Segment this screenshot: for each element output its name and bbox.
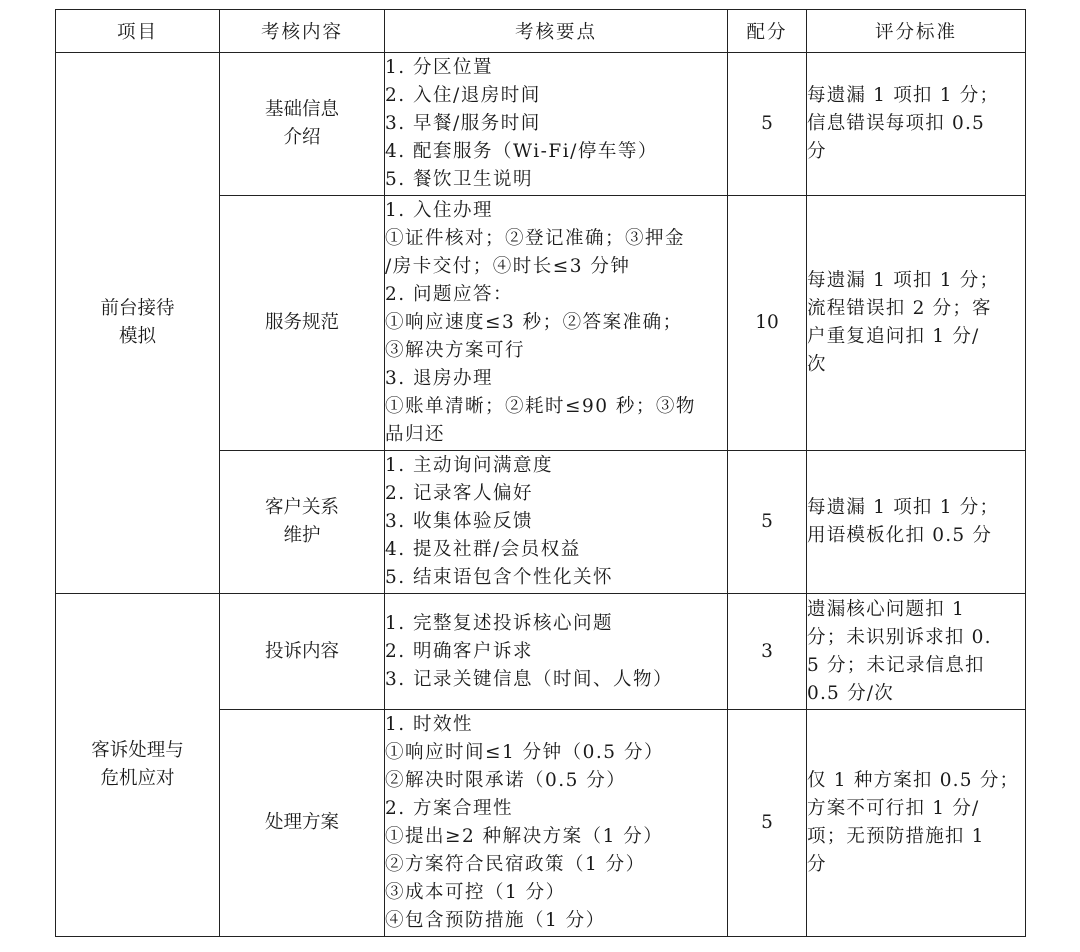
point-line: ③成本可控（1 分）	[385, 882, 566, 903]
criteria-line: 5 分；未记录信息扣	[807, 654, 985, 676]
point-line: 2. 方案合理性	[385, 798, 514, 819]
content-cell	[220, 710, 385, 937]
content-line: 客户关系	[264, 497, 339, 518]
points-cell	[385, 594, 728, 710]
item-cell-front-desk	[56, 53, 220, 594]
content-line: 投诉内容	[264, 640, 339, 662]
item-cell-complaint	[56, 594, 220, 937]
table-row	[56, 594, 1026, 710]
point-line: 2. 记录客人偏好	[385, 483, 534, 504]
point-line: ①证件核对；②登记准确；③押金	[385, 228, 686, 249]
content-line: 处理方案	[264, 812, 339, 833]
point-line: 4. 提及社群/会员权益	[385, 539, 581, 560]
point-line: 1. 完整复述投诉核心问题	[385, 612, 614, 634]
criteria-line: 方案不可行扣 1 分/	[807, 798, 980, 819]
point-line: ①账单清晰；②耗时≤90 秒；③物	[385, 396, 696, 417]
criteria-cell	[807, 53, 1026, 196]
points-cell	[385, 451, 728, 594]
content-cell	[220, 594, 385, 710]
content-line: 介绍	[283, 127, 321, 148]
criteria-cell	[807, 451, 1026, 594]
item-label-line: 危机应对	[100, 768, 175, 789]
criteria-line: 0.5 分/次	[807, 682, 894, 704]
header-criteria: 评分标准	[807, 10, 1026, 53]
criteria-line: 分	[807, 854, 827, 875]
point-line: /房卡交付；④时长≤3 分钟	[385, 256, 631, 277]
table-row	[56, 53, 1026, 196]
item-label-line: 前台接待	[100, 298, 175, 319]
header-content: 考核内容	[220, 10, 385, 53]
header-score: 配分	[728, 10, 807, 53]
criteria-cell	[807, 710, 1026, 937]
criteria-line: 用语模板化扣 0.5 分	[807, 525, 993, 546]
point-line: ④包含预防措施（1 分）	[385, 910, 606, 931]
criteria-line: 户重复追问扣 1 分/	[807, 326, 980, 347]
criteria-line: 次	[807, 354, 827, 375]
points-cell	[385, 710, 728, 937]
score-cell: 5	[728, 53, 807, 196]
header-key-points: 考核要点	[385, 10, 728, 53]
criteria-line: 流程错误扣 2 分；客	[807, 298, 992, 319]
point-line: 1. 入住办理	[385, 200, 494, 221]
criteria-line: 每遗漏 1 项扣 1 分；	[807, 497, 1000, 518]
point-line: ①响应时间≤1 分钟（0.5 分）	[385, 742, 664, 763]
points-cell	[385, 196, 728, 451]
point-line: 3. 收集体验反馈	[385, 511, 534, 532]
point-line: 5. 结束语包含个性化关怀	[385, 567, 614, 588]
criteria-cell	[807, 594, 1026, 710]
item-label-line: 模拟	[118, 326, 156, 347]
points-cell	[385, 53, 728, 196]
criteria-line: 分；未识别诉求扣 0.	[807, 626, 992, 648]
content-cell	[220, 451, 385, 594]
point-line: 1. 分区位置	[385, 57, 494, 78]
content-line: 基础信息	[264, 99, 339, 120]
point-line: ②解决时限承诺（0.5 分）	[385, 770, 627, 791]
point-line: 2. 问题应答：	[385, 284, 514, 305]
point-line: 2. 入住/退房时间	[385, 85, 541, 106]
point-line: ①响应速度≤3 秒；②答案准确；	[385, 312, 683, 333]
criteria-line: 分	[807, 141, 827, 162]
point-line: 3. 早餐/服务时间	[385, 113, 541, 134]
assessment-table	[55, 9, 1026, 937]
criteria-line: 项；无预防措施扣 1	[807, 826, 985, 847]
point-line: 5. 餐饮卫生说明	[385, 169, 534, 190]
point-line: 品归还	[385, 424, 446, 445]
criteria-line: 遗漏核心问题扣 1	[807, 598, 965, 620]
point-line: 1. 主动询问满意度	[385, 455, 554, 476]
criteria-cell	[807, 196, 1026, 451]
criteria-line: 每遗漏 1 项扣 1 分；	[807, 85, 1000, 106]
item-label-line: 客诉处理与	[91, 740, 184, 761]
point-line: 3. 记录关键信息（时间、人物）	[385, 668, 674, 690]
content-line: 维护	[283, 525, 321, 546]
score-cell: 5	[728, 451, 807, 594]
point-line: 2. 明确客户诉求	[385, 640, 534, 662]
point-line: 4. 配套服务（Wi-Fi/停车等）	[385, 141, 658, 162]
score-cell: 5	[728, 710, 807, 937]
score-cell: 10	[728, 196, 807, 451]
table-header-row	[56, 10, 1026, 53]
content-cell	[220, 196, 385, 451]
header-item: 项目	[56, 10, 220, 53]
criteria-line: 信息错误每项扣 0.5	[807, 113, 986, 134]
point-line: ②方案符合民宿政策（1 分）	[385, 854, 646, 875]
point-line: 3. 退房办理	[385, 368, 494, 389]
content-cell	[220, 53, 385, 196]
criteria-line: 仅 1 种方案扣 0.5 分；	[807, 770, 1020, 791]
point-line: ③解决方案可行	[385, 340, 526, 361]
point-line: ①提出≥2 种解决方案（1 分）	[385, 826, 664, 847]
content-line: 服务规范	[264, 312, 339, 333]
score-cell: 3	[728, 594, 807, 710]
criteria-line: 每遗漏 1 项扣 1 分；	[807, 270, 1000, 291]
point-line: 1. 时效性	[385, 714, 474, 735]
